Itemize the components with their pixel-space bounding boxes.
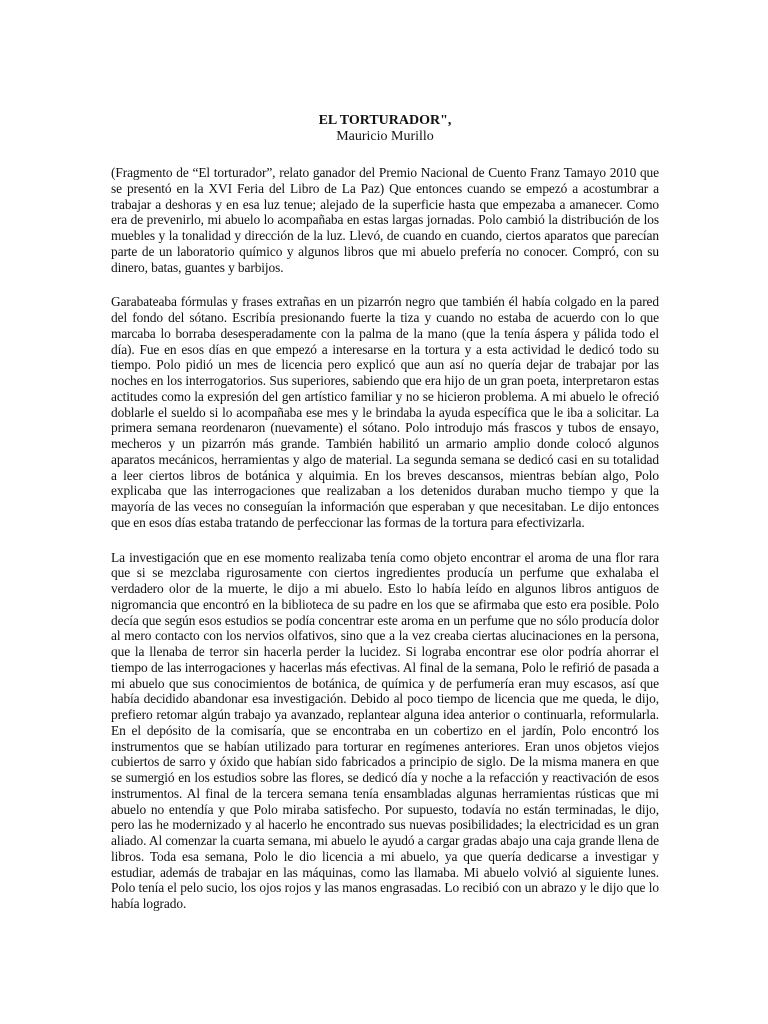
document-author: Mauricio Murillo xyxy=(336,129,434,144)
paragraph-2: Garabateaba fórmulas y frases extrañas en un pizarrón negro que también él había colgado en la pared del fondo del sótano. Escribía presionando fuerte la tiza y cuando no estaba de acuerdo con lo que marcaba lo borraba desesperadamente con la palma de la mano (que la tenía áspera y pálida todo el día). Fue en esos días en que empezó a interesarse en la tortura y a esta actividad le dedicó todo su tiempo. Polo pidió un mes de licencia pero explicó que aun así no quería dejar de trabajar por las noches en los interrogatorios. Sus superiores, sabiendo que era hijo de un gran poeta, interpretaron estas actitudes como la expresión del gen artístico familiar y no se hicieron problema. A mi abuelo le ofreció doblarle el sueldo si lo acompañaba ese mes y le brindaba la ayuda específica que le iba a solicitar. La primera semana reordenaron (nuevamente) el sótano. Polo introdujo más frascos y tubos de ensayo, mecheros y un pizarrón más grande. También habilitó un armario amplio donde colocó algunos aparatos mecánicos, herramientas y algo de material. La segunda semana se dedicó casi en su totalidad a leer ciertos libros de botánica y alquimia. En los breves descansos, mientras bebían algo, Polo explicaba que las interrogaciones que realizaban a los detenidos duraban mucho tiempo y que la mayoría de las veces no conseguían la información que esperaban y que necesitaban. Le dijo entonces que en esos días estaba tratando de perfeccionar las formas de la tortura para efectivizarla. xyxy=(111,294,659,530)
paragraph-1: (Fragmento de “El torturador”, relato ganador del Premio Nacional de Cuento Franz Tamayo 2010 que se presentó en la XVI Feria del Libro de La Paz) Que entonces cuando se empezó a acostumbrar a trabajar a deshoras y en esa luz tenue; alejado de la superficie hasta que empezaba a amanecer. Como era de prevenirlo, mi abuelo lo acompañaba en estas largas jornadas. Polo cambió la distribución de los muebles y la tonalidad y dirección de la luz. Llevó, de cuando en cuando, ciertos aparatos que parecían parte de un laboratorio químico y algunos libros que mi abuelo prefería no conocer. Compró, con su dinero, batas, guantes y barbijos. xyxy=(111,165,659,275)
document-page xyxy=(111,113,659,931)
paragraph-3: La investigación que en ese momento realizaba tenía como objeto encontrar el aroma de una flor rara que si se mezclaba rigurosamente con ciertos ingredientes producía un perfume que exhalaba el verdadero olor de la muerte, le dijo a mi abuelo. Esto lo había leído en algunos libros antiguos de nigromancia que encontró en la biblioteca de su padre en los que se afirmaba que esto era posible. Polo decía que según esos estudios se podía concentrar este aroma en un perfume que no sólo producía dolor al mero contacto con los nervios olfativos, sino que a la vez creaba ciertas alucinaciones en la persona, que la llenaba de terror sin hacerla perder la lucidez. Si lograba encontrar ese olor podría ahorrar el tiempo de las interrogaciones y hacerlas más efectivas. Al final de la semana, Polo le refirió de pasada a mi abuelo que sus conocimientos de botánica, de química y de perfumería eran muy escasos, así que había decidido abandonar esa investigación. Debido al poco tiempo de licencia que me queda, le dijo, prefiero retomar algún trabajo ya avanzado, replantear alguna idea anterior o continuarla, reformularla. En el depósito de la comisaría, que se encontraba en un cobertizo en el jardín, Polo encontró los instrumentos que se habían utilizado para torturar en regímenes anteriores. Eran unos objetos viejos cubiertos de sarro y óxido que habían sido fabricados a principio de siglo. De la misma manera en que se sumergió en los estudios sobre las flores, se dedicó día y noche a la refacción y reactivación de esos instrumentos. Al final de la tercera semana tenía ensambladas algunas herramientas rústicas que mi abuelo no entendía y que Polo miraba satisfecho. Por supuesto, todavía no están terminadas, le dijo, pero las he modernizado y al hacerlo he encontrado sus nuevas posibilidades; la electricidad es un gran aliado. Al comenzar la cuarta semana, mi abuelo le ayudó a cargar gradas abajo una caja grande llena de libros. Toda esa semana, Polo le dio licencia a mi abuelo, ya que quería dedicarse a investigar y estudiar, además de trabajar en las máquinas, como las llamaba. Mi abuelo volvió al siguiente lunes. Polo tenía el pelo sucio, los ojos rojos y las manos engrasadas. Lo recibió con un abrazo y le dijo que lo había logrado. xyxy=(111,549,659,911)
document-title: EL TORTURADOR", xyxy=(318,113,452,128)
title-block xyxy=(111,113,659,145)
